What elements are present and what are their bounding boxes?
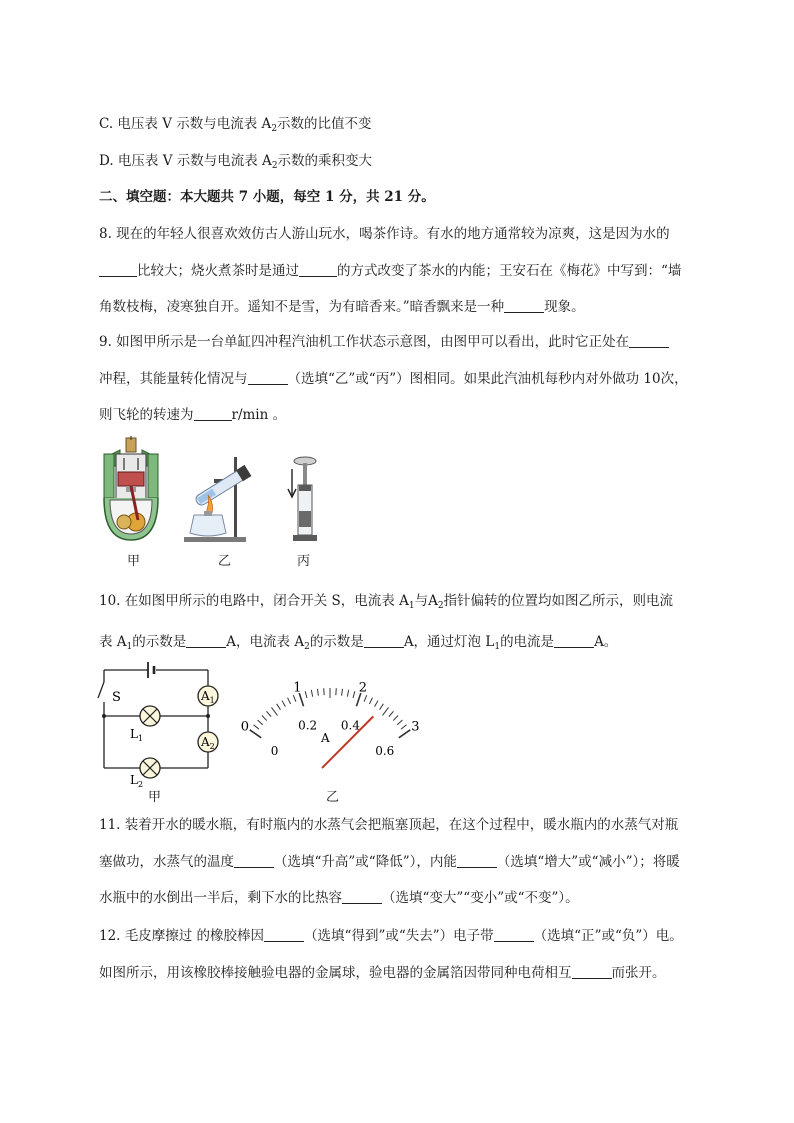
meter-tick <box>282 701 285 707</box>
answer-blank[interactable] <box>342 890 382 904</box>
meter-tick <box>369 698 372 704</box>
meter-tick <box>383 707 389 715</box>
flask-caption: 乙 <box>218 554 232 569</box>
meter-tick <box>253 725 258 729</box>
meter-tick <box>277 704 281 710</box>
meter-tick <box>305 691 307 698</box>
meter-tick <box>393 716 398 721</box>
answer-blank[interactable] <box>572 965 612 979</box>
q11-line-2: 塞做功，水蒸气的温度 （选填“升高”或“降低”），内能 （选填“增大”或“减小”）；将暖 <box>99 854 680 870</box>
meter-tick <box>353 691 355 698</box>
answer-blank[interactable] <box>248 371 288 385</box>
q8-line-3: 角数枝梅，凌寒独自开。遥知不是雪，为有暗香来。”暗香飘来是一种 现象。 <box>99 299 585 315</box>
q9-line-2: 冲程，其能量转化情况与 （选填“乙”或“丙”）图相同。如果此汽油机每秒内对外做功 10次， <box>99 371 688 387</box>
ammeter-a1-label: $A_1$ <box>201 689 215 705</box>
q11-line-1: 11. 装着开水的暖水瓶，有时瓶内的水蒸气会把瓶塞顶起，在这个过程中，暖水瓶内的水蒸气对瓶 <box>99 817 679 833</box>
answer-blank[interactable] <box>554 634 594 648</box>
meter-tick <box>347 690 348 697</box>
meter-tick <box>397 720 402 725</box>
meter-tick <box>399 730 410 738</box>
meter-tick <box>389 711 394 716</box>
q10-line-2: 表 $A_1$的示数是 A，电流表 $A_2$的示数是 A，通过灯泡 $L_1$的电流是 A。 <box>99 634 618 652</box>
q10-line-1: 10. 在如图甲所示的电路中，闭合开关 S，电流表 $A_1$与$A_2$指针偏转的位置均如图乙所示，则电流 <box>99 593 674 611</box>
option-d: D. 电压表 V 示数与电流表 $A_2$示数的乘积变大 <box>99 153 373 171</box>
ammeter-a2-label: $A_2$ <box>201 735 215 751</box>
q8-line-1: 8. 现在的年轻人很喜欢效仿古人游山玩水，喝茶作诗。有水的地方通常较为凉爽，这是因为水的 <box>99 226 670 242</box>
answer-blank[interactable] <box>99 263 137 277</box>
air-pump-diagram <box>283 455 323 543</box>
switch-label: S <box>112 690 121 705</box>
meter-tick <box>375 701 378 707</box>
meter-tick <box>342 689 343 696</box>
lamp-l2-label: $L_2$ <box>130 773 144 789</box>
q12-line-2: 如图所示，用该橡胶棒接触验电器的金属球，验电器的金属箔因带同种电荷相互 而张开。 <box>99 965 666 981</box>
flask-heating-diagram <box>180 455 266 543</box>
meter-tick <box>258 720 263 725</box>
lamp-l1-label: $L_1$ <box>130 727 144 743</box>
engine-caption: 甲 <box>127 554 141 569</box>
meter-tick <box>380 704 384 710</box>
answer-blank[interactable] <box>186 634 226 648</box>
q9-line-3: 则飞轮的转速为 r/min 。 <box>99 407 287 423</box>
meter-tick <box>317 689 318 696</box>
q8-line-2: 比较大；烧火煮茶时是通过 的方式改变了茶水的内能；王安石在《梅花》中写到：“墙 <box>99 259 681 279</box>
pump-caption: 丙 <box>297 554 311 569</box>
answer-blank[interactable] <box>457 854 497 868</box>
meter-outer-tick-label: 1 <box>293 680 302 696</box>
answer-blank[interactable] <box>234 854 274 868</box>
meter-outer-tick-label: 0 <box>240 719 250 735</box>
meter-outer-tick-label: 2 <box>358 680 367 696</box>
answer-blank[interactable] <box>264 928 304 942</box>
answer-blank[interactable] <box>504 299 544 313</box>
q12-line-1: 12. 毛皮摩擦过 的橡胶棒因 （选填“得到”或“失去”）电子带 （选填“正”或“负”）电。 <box>99 928 683 944</box>
meter-tick <box>293 695 296 701</box>
meter-tick <box>311 690 312 697</box>
meter-tick <box>267 711 272 716</box>
meter-tick <box>262 716 267 721</box>
meter-caption: 乙 <box>326 790 340 805</box>
ammeter-dial <box>232 664 428 780</box>
meter-tick <box>288 698 291 704</box>
q9-line-1: 9. 如图甲所示是一台单缸四冲程汽油机工作状态示意图，由图甲可以看出，此时它正处在 <box>99 330 669 350</box>
answer-blank[interactable] <box>299 263 337 277</box>
option-c: C. 电压表 V 示数与电流表 $A_2$示数的比值不变 <box>99 116 372 134</box>
meter-inner-tick-label: 0 <box>270 743 279 758</box>
meter-inner-tick-label: 0.6 <box>375 743 395 758</box>
circuit-diagram <box>96 658 220 789</box>
meter-tick <box>401 725 406 729</box>
answer-blank[interactable] <box>194 407 232 421</box>
meter-inner-tick-label: 0.4 <box>340 718 360 733</box>
meter-tick <box>250 730 261 738</box>
meter-unit-label: A <box>321 731 330 745</box>
q11-line-3: 水瓶中的水倒出一半后，剩下水的比热容 （选填“变大”“变小”或“不变”）。 <box>99 890 579 906</box>
answer-blank[interactable] <box>364 634 404 648</box>
answer-blank[interactable] <box>629 334 669 348</box>
circuit-caption: 甲 <box>148 790 162 805</box>
meter-tick <box>364 695 367 701</box>
section-heading: 二、填空题：本大题共 7 小题，每空 1 分，共 21 分。 <box>99 189 435 205</box>
answer-blank[interactable] <box>494 928 534 942</box>
meter-tick <box>271 707 277 715</box>
meter-outer-tick-label: 3 <box>411 719 420 735</box>
meter-inner-tick-label: 0.2 <box>298 718 318 733</box>
engine-diagram <box>100 436 162 544</box>
